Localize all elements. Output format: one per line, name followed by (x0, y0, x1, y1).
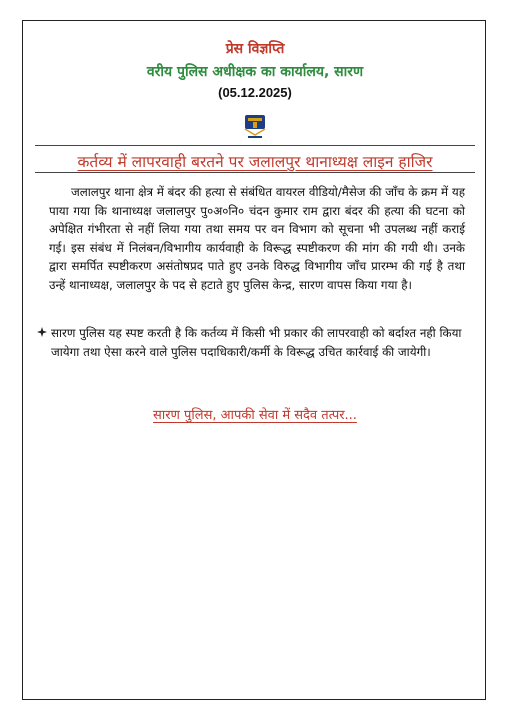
slogan: सारण पुलिस, आपकी सेवा में सदैव तत्पर... (153, 408, 357, 423)
office-name: वरीय पुलिस अधीक्षक का कार्यालय, सारण (146, 64, 364, 80)
bullet-text: सारण पुलिस यह स्पष्ट करती है कि कर्तव्य में किसी भी प्रकार की लापरवाही को बर्दाश्त नही किया जायेगा तथा ऐसा करने वाले पुलिस पदाधिकारी/कर्मी के विरूद्ध उचित कार्रवाई की जायेगी। (51, 326, 462, 359)
diamond-bullet-icon (37, 327, 47, 337)
headline-section (35, 145, 475, 173)
release-date: (05.12.2025) (218, 85, 292, 100)
police-emblem-icon (242, 113, 268, 139)
body-paragraph: जलालपुर थाना क्षेत्र में बंदर की हत्या से संबंधित वायरल वीडियो/मैसेज की जाँच के क्रम में यह पाया गया कि थानाध्यक्ष जलालपुर पु०अ०नि० चंदन कुमार राम द्वारा बंदर की हत्या की घटना को अपेक्षित गंभीरता से नहीं लिया गया तथा समय पर वन विभाग को सूचना भी उपलब्ध नहीं कराई गई। इस संबंध में निलंबन/विभागीय कार्यवाही के विरूद्ध स्पष्टीकरण की मांग की गयी थी। उनके द्वारा समर्पित स्पष्टीकरण असंतोषप्रद पाते हुए उनके विरुद्ध विभागीय जाँच प्रारम्भ की गई है तथा उन्हें थानाध्यक्ष, जलालपुर के पद से हटाते हुए पुलिस केन्द्र, सारण वापस किया गया है। (49, 185, 465, 292)
press-release-page (22, 20, 486, 700)
headline: कर्तव्य में लापरवाही बरतने पर जलालपुर थानाध्यक्ष लाइन हाजिर (77, 153, 433, 171)
press-release-title: प्रेस विज्ञप्ति (225, 41, 285, 57)
